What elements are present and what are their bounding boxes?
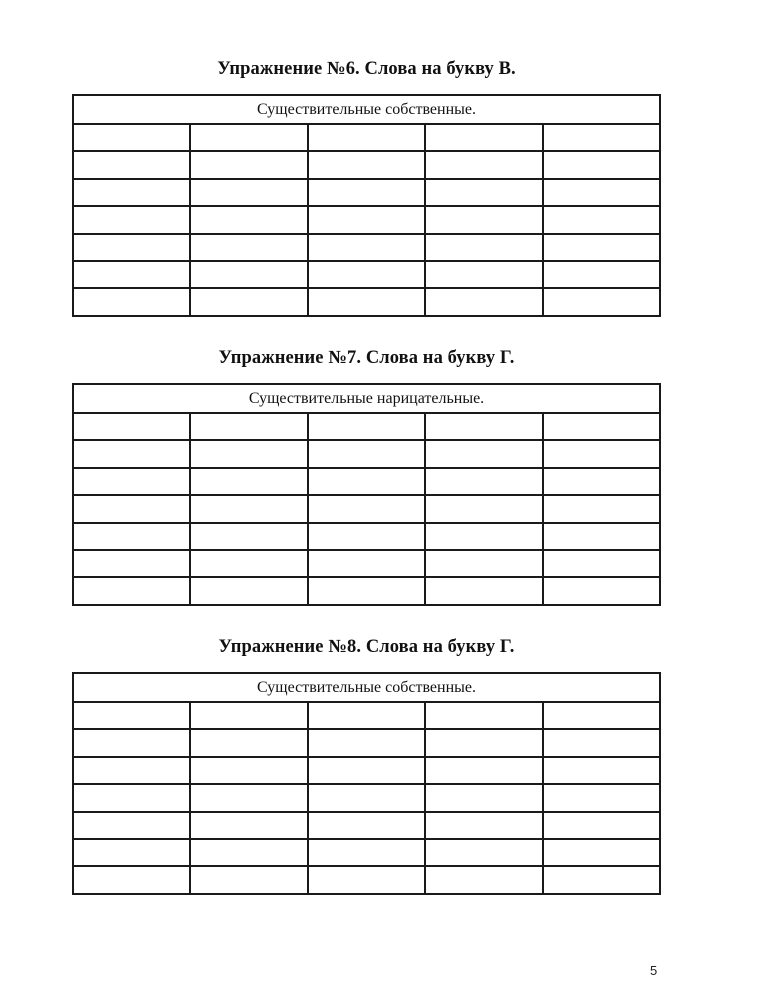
answer-cell[interactable]: [73, 839, 190, 866]
answer-cell[interactable]: [190, 866, 307, 893]
worksheet-table-body: [73, 384, 660, 605]
answer-cell[interactable]: [308, 288, 425, 315]
answer-cell[interactable]: [308, 440, 425, 467]
exercise-title: Упражнение №7. Слова на букву Г.: [218, 348, 515, 368]
table-row: [73, 839, 660, 866]
table-row: [73, 577, 660, 604]
answer-cell[interactable]: [543, 550, 660, 577]
table-row: [73, 413, 660, 440]
answer-cell[interactable]: [308, 784, 425, 811]
answer-cell[interactable]: [308, 468, 425, 495]
answer-cell[interactable]: [425, 495, 542, 522]
answer-cell[interactable]: [73, 440, 190, 467]
answer-cell[interactable]: [73, 206, 190, 233]
answer-cell[interactable]: [425, 206, 542, 233]
answer-cell[interactable]: [543, 206, 660, 233]
answer-cell[interactable]: [425, 413, 542, 440]
answer-cell[interactable]: [73, 523, 190, 550]
answer-cell[interactable]: [425, 288, 542, 315]
answer-cell[interactable]: [425, 550, 542, 577]
table-row: [73, 179, 660, 206]
answer-cell[interactable]: [308, 523, 425, 550]
exercise-title-wrapper: [72, 632, 661, 662]
answer-cell[interactable]: [73, 124, 190, 151]
answer-cell[interactable]: [190, 468, 307, 495]
answer-cell[interactable]: [543, 839, 660, 866]
answer-cell[interactable]: [543, 413, 660, 440]
answer-cell[interactable]: [543, 234, 660, 261]
worksheet-table: [72, 94, 661, 317]
answer-cell[interactable]: [190, 702, 307, 729]
answer-cell[interactable]: [73, 784, 190, 811]
answer-cell[interactable]: [543, 179, 660, 206]
table-header-cell: Существительные собственные.: [73, 95, 660, 124]
answer-cell[interactable]: [308, 151, 425, 178]
answer-cell[interactable]: [425, 757, 542, 784]
answer-cell[interactable]: [73, 702, 190, 729]
answer-cell[interactable]: [73, 812, 190, 839]
answer-cell[interactable]: [190, 413, 307, 440]
answer-cell[interactable]: [425, 440, 542, 467]
table-row: [73, 866, 660, 893]
answer-cell[interactable]: [308, 812, 425, 839]
table-row: [73, 234, 660, 261]
answer-cell[interactable]: [190, 757, 307, 784]
answer-cell[interactable]: [190, 550, 307, 577]
answer-cell[interactable]: [543, 468, 660, 495]
exercise-title-wrapper: [72, 343, 661, 373]
answer-cell[interactable]: [543, 729, 660, 756]
answer-cell[interactable]: [190, 839, 307, 866]
table-row: [73, 288, 660, 315]
answer-cell[interactable]: [73, 288, 190, 315]
answer-cell[interactable]: [73, 550, 190, 577]
answer-cell[interactable]: [543, 124, 660, 151]
table-row: [73, 206, 660, 233]
answer-cell[interactable]: [425, 866, 542, 893]
answer-cell[interactable]: [425, 577, 542, 604]
answer-cell[interactable]: [73, 495, 190, 522]
answer-cell[interactable]: [73, 577, 190, 604]
answer-cell[interactable]: [308, 729, 425, 756]
answer-cell[interactable]: [543, 577, 660, 604]
table-row: [73, 784, 660, 811]
answer-cell[interactable]: [425, 179, 542, 206]
answer-cell[interactable]: [543, 151, 660, 178]
answer-cell[interactable]: [190, 261, 307, 288]
answer-cell[interactable]: [73, 413, 190, 440]
answer-cell[interactable]: [543, 812, 660, 839]
table-row: [73, 124, 660, 151]
answer-cell[interactable]: [425, 124, 542, 151]
answer-cell[interactable]: [190, 729, 307, 756]
table-row: [73, 757, 660, 784]
answer-cell[interactable]: [425, 812, 542, 839]
answer-cell[interactable]: [308, 702, 425, 729]
answer-cell[interactable]: [190, 151, 307, 178]
answer-cell[interactable]: [425, 702, 542, 729]
answer-cell[interactable]: [190, 784, 307, 811]
answer-cell[interactable]: [543, 702, 660, 729]
exercise-title-wrapper: [72, 54, 661, 84]
answer-cell[interactable]: [73, 151, 190, 178]
worksheet-table: [72, 383, 661, 606]
table-row: [73, 440, 660, 467]
answer-cell[interactable]: [308, 577, 425, 604]
answer-cell[interactable]: [73, 729, 190, 756]
answer-cell[interactable]: [425, 523, 542, 550]
answer-cell[interactable]: [308, 206, 425, 233]
table-row: [73, 261, 660, 288]
answer-cell[interactable]: [308, 495, 425, 522]
table-row: [73, 812, 660, 839]
answer-cell[interactable]: [543, 757, 660, 784]
answer-cell[interactable]: [308, 550, 425, 577]
worksheet-table: [72, 672, 661, 895]
answer-cell[interactable]: [543, 440, 660, 467]
answer-cell[interactable]: [73, 261, 190, 288]
answer-cell[interactable]: [308, 839, 425, 866]
answer-cell[interactable]: [543, 288, 660, 315]
answer-cell[interactable]: [190, 206, 307, 233]
answer-cell[interactable]: [425, 234, 542, 261]
answer-cell[interactable]: [425, 468, 542, 495]
answer-cell[interactable]: [308, 413, 425, 440]
table-header-cell: Существительные нарицательные.: [73, 384, 660, 413]
answer-cell[interactable]: [543, 495, 660, 522]
answer-cell[interactable]: [425, 784, 542, 811]
answer-cell[interactable]: [190, 234, 307, 261]
table-row: [73, 702, 660, 729]
answer-cell[interactable]: [190, 577, 307, 604]
answer-cell[interactable]: [308, 234, 425, 261]
answer-cell[interactable]: [73, 757, 190, 784]
answer-cell[interactable]: [543, 784, 660, 811]
worksheet-table-body: [73, 673, 660, 894]
page-number: 5: [650, 963, 658, 978]
answer-cell[interactable]: [73, 468, 190, 495]
answer-cell[interactable]: [190, 124, 307, 151]
answer-cell[interactable]: [425, 729, 542, 756]
answer-cell[interactable]: [543, 261, 660, 288]
answer-cell[interactable]: [73, 866, 190, 893]
answer-cell[interactable]: [308, 261, 425, 288]
exercise-title: Упражнение №8. Слова на букву Г.: [218, 637, 515, 657]
answer-cell[interactable]: [543, 523, 660, 550]
answer-cell[interactable]: [308, 179, 425, 206]
exercise-title: Упражнение №6. Слова на букву В.: [217, 59, 516, 79]
table-row: [73, 523, 660, 550]
table-row: [73, 495, 660, 522]
table-row: [73, 151, 660, 178]
table-row: [73, 550, 660, 577]
answer-cell[interactable]: [308, 757, 425, 784]
table-header-row: [73, 673, 660, 702]
answer-cell[interactable]: [190, 495, 307, 522]
answer-cell[interactable]: [190, 812, 307, 839]
answer-cell[interactable]: [425, 839, 542, 866]
answer-cell[interactable]: [308, 124, 425, 151]
answer-cell[interactable]: [425, 261, 542, 288]
answer-cell[interactable]: [425, 151, 542, 178]
answer-cell[interactable]: [73, 179, 190, 206]
table-row: [73, 468, 660, 495]
answer-cell[interactable]: [190, 288, 307, 315]
table-row: [73, 729, 660, 756]
table-header-row: [73, 95, 660, 124]
answer-cell[interactable]: [308, 866, 425, 893]
table-header-row: [73, 384, 660, 413]
answer-cell[interactable]: [543, 866, 660, 893]
table-header-cell: Существительные собственные.: [73, 673, 660, 702]
answer-cell[interactable]: [190, 179, 307, 206]
answer-cell[interactable]: [73, 234, 190, 261]
worksheet-table-body: [73, 95, 660, 316]
answer-cell[interactable]: [190, 523, 307, 550]
answer-cell[interactable]: [190, 440, 307, 467]
